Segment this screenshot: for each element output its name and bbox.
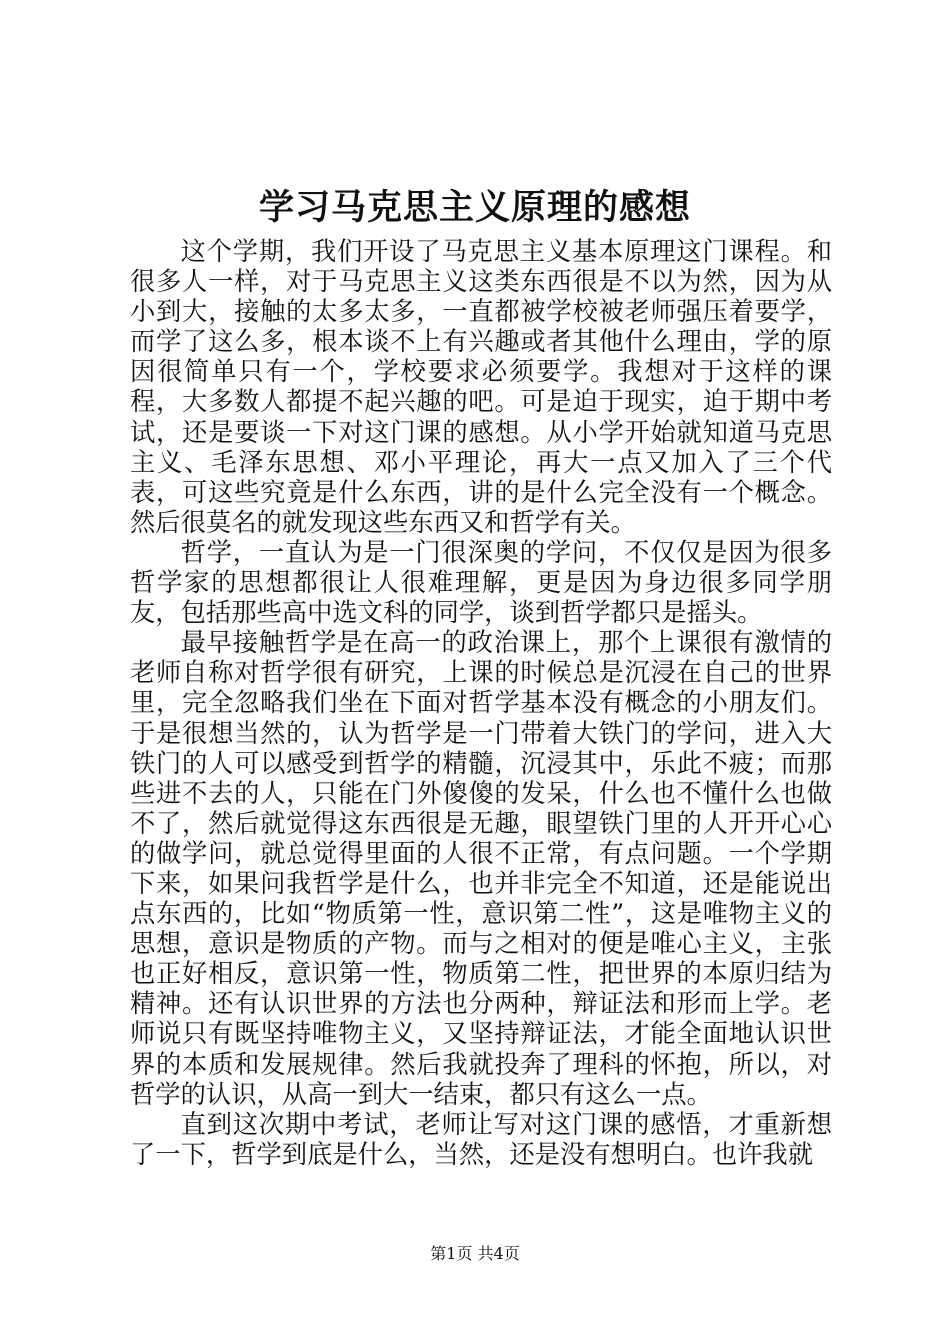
paragraph: 这个学期，我们开设了马克思主义基本原理这门课程。和很多人一样，对于马克思主义这类东西很是不以为然，因为从小到大，接触的太多太多，一直都被学校被老师强压着要学，而学了这么多，根本谈不上有兴趣或者其他什么理由，学的原因很简单只有一个，学校要求必须要学。我想对于这样的课程，大多数人都提不起兴趣的吧。可是迫于现实，迫于期中考试，还是要谈一下对这门课的感想。从小学开始就知道马克思主义、毛泽东思想、邓小平理论，再大一点又加入了三个代表，可这些究竟是什么东西，讲的是什么完全没有一个概念。然后很莫名的就发现这些东西又和哲学有关。 xyxy=(130,237,832,537)
paragraph: 直到这次期中考试，老师让写对这门课的感悟，才重新想了一下，哲学到底是什么，当然，还是没有想明白。也许我就 xyxy=(130,1109,832,1169)
page-footer xyxy=(0,1243,950,1265)
paragraph: 哲学，一直认为是一门很深奥的学问，不仅仅是因为很多哲学家的思想都很让人很难理解，更是因为身边很多同学朋友，包括那些高中选文科的同学，谈到哲学都只是摇头。 xyxy=(130,537,832,628)
paragraph: 最早接触哲学是在高一的政治课上，那个上课很有激情的老师自称对哲学很有研究，上课的时候总是沉浸在自己的世界里，完全忽略我们坐在下面对哲学基本没有概念的小朋友们。于是很想当然的，认为哲学是一门带着大铁门的学问，进入大铁门的人可以感受到哲学的精髓，沉浸其中，乐此不疲；而那些进不去的人，只能在门外傻傻的发呆，什么也不懂什么也做不了，然后就觉得这东西很是无趣，眼望铁门里的人开开心心的做学问，就总觉得里面的人很不正常，有点问题。一个学期下来，如果问我哲学是什么，也并非完全不知道，还是能说出点东西的，比如“物质第一性，意识第二性”，这是唯物主义的思想，意识是物质的产物。而与之相对的便是唯心主义，主张也正好相反，意识第一性，物质第二性，把世界的本原归结为精神。还有认识世界的方法也分两种，辩证法和形而上学。老师说只有既坚持唯物主义，又坚持辩证法，才能全面地认识世界的本质和发展规律。然后我就投奔了理科的怀抱，所以，对哲学的认识，从高一到大一结束，都只有这么一点。 xyxy=(130,628,832,1109)
document-body xyxy=(130,237,832,1170)
page-title: 学习马克思主义原理的感想 xyxy=(258,187,691,228)
page-number: 第1页 共4页 xyxy=(430,1244,520,1263)
